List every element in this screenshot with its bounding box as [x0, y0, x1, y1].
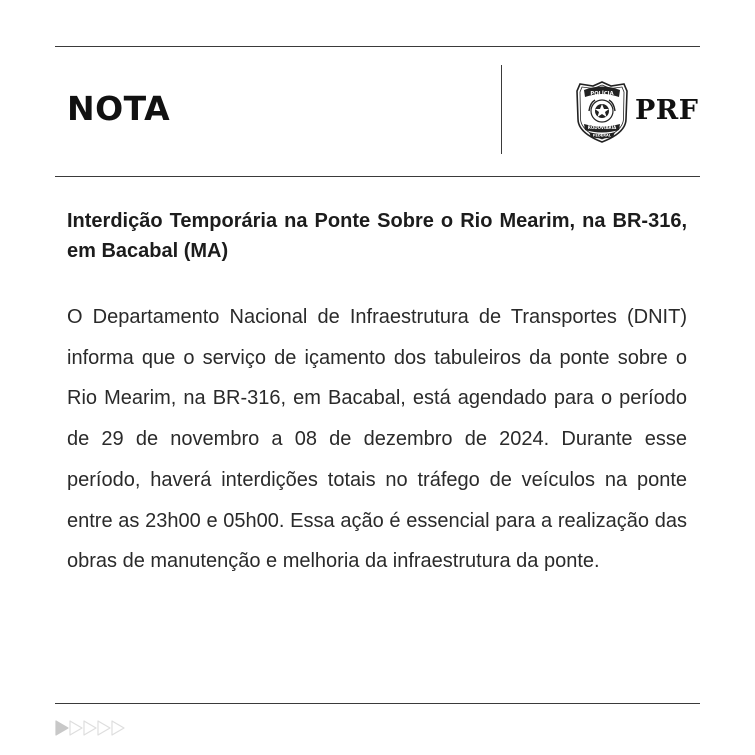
- carousel-arrow-5[interactable]: [112, 721, 124, 735]
- carousel-arrow-4[interactable]: [98, 721, 110, 735]
- article-body: O Departamento Nacional de Infraestrutura de Transportes (DNIT) informa que o serviço de içamento dos tabuleiros da ponte sobre o Rio Mearim, na BR-316, em Bacabal, está agendado para o período de 29 de novembro a 08 de dezembro de 2024. Durante esse período, haverá interdições totais no tráfego de veículos na ponte entre as 23h00 e 05h00. Essa ação é essencial para a realização das obras de manutenção e melhoria da infraestrutura da ponte.: [67, 306, 687, 573]
- prf-brand: [575, 81, 700, 143]
- carousel-arrow-2[interactable]: [70, 721, 82, 735]
- carousel-arrow-1[interactable]: [56, 721, 68, 735]
- article-headline: Interdição Temporária na Ponte Sobre o Rio Mearim, na BR-316, em Bacabal (MA): [67, 210, 687, 262]
- footer-divider: [55, 703, 700, 704]
- badge-bottom-text-2: FEDERAL: [592, 133, 612, 138]
- header-vertical-divider: [501, 65, 502, 154]
- badge-bottom-text-1: RODOVIÁRIA: [587, 125, 617, 130]
- note-header: [55, 47, 700, 176]
- header-bottom-divider: [55, 176, 700, 177]
- carousel-arrows-icon[interactable]: [55, 718, 135, 738]
- carousel-arrow-3[interactable]: [84, 721, 96, 735]
- prf-shield-badge-icon: [575, 81, 629, 143]
- note-title: NOTA: [67, 89, 171, 128]
- prf-wordmark: PRF: [635, 95, 699, 126]
- badge-top-text: POLÍCIA: [590, 91, 614, 97]
